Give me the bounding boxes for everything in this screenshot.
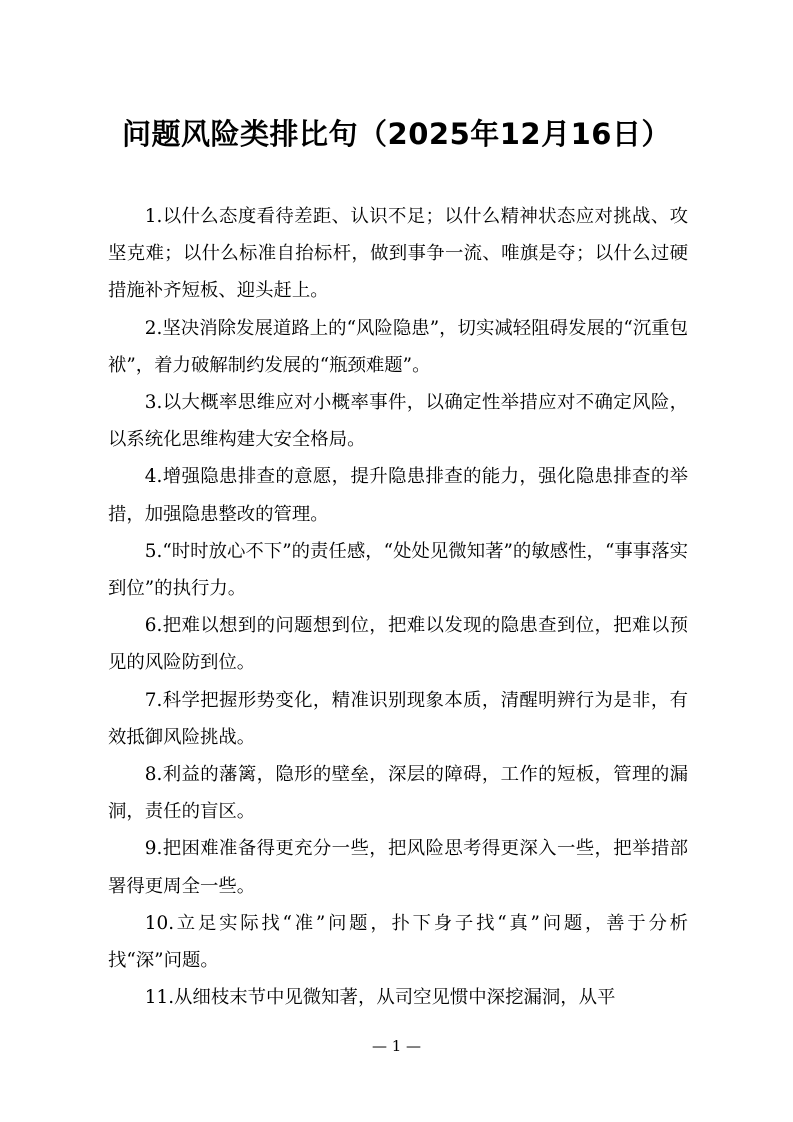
paragraph-9: 9.把困难准备得更充分一些，把风险思考得更深入一些，把举措部署得更周全一些。 xyxy=(108,838,688,897)
paragraph-3: 3.以大概率思维应对小概率事件，以确定性举措应对不确定风险，以系统化思维构建大安全格局。 xyxy=(108,392,688,451)
paragraph-4: 4.增强隐患排查的意愿，提升隐患排查的能力，强化隐患排查的举措，加强隐患整改的管理。 xyxy=(108,466,688,525)
page-number: — 1 — xyxy=(371,1037,422,1055)
paragraph-2: 2.坚决消除发展道路上的“风险隐患”，切实减轻阻碍发展的“沉重包袱”，着力破解制约发展的“瓶颈难题”。 xyxy=(108,317,688,376)
paragraph-11: 11.从细枝末节中见微知著，从司空见惯中深挖漏洞，从平 xyxy=(144,987,616,1009)
paragraph-8: 8.利益的藩篱，隐形的壁垒，深层的障碍，工作的短板，管理的漏洞，责任的盲区。 xyxy=(108,764,688,823)
paragraph-7: 7.科学把握形势变化，精准识别现象本质，清醒明辨行为是非，有效抵御风险挑战。 xyxy=(108,689,688,748)
paragraph-10: 10.立足实际找“准”问题，扑下身子找“真”问题，善于分析找“深”问题。 xyxy=(108,912,688,972)
document-body xyxy=(108,198,688,1016)
paragraph-5: 5.“时时放心不下”的责任感，“处处见微知著”的敏感性，“事事落实到位”的执行力。 xyxy=(108,540,688,600)
paragraph-6: 6.把难以想到的问题想到位，把难以发现的隐患查到位，把难以预见的风险防到位。 xyxy=(108,615,688,674)
paragraph-1: 1.以什么态度看待差距、认识不足；以什么精神状态应对挑战、攻坚克难；以什么标准自抬标杆，做到事争一流、唯旗是夺；以什么过硬措施补齐短板、迎头赶上。 xyxy=(108,206,688,302)
document-title: 问题风险类排比句（2025年12月16日） xyxy=(122,117,671,151)
